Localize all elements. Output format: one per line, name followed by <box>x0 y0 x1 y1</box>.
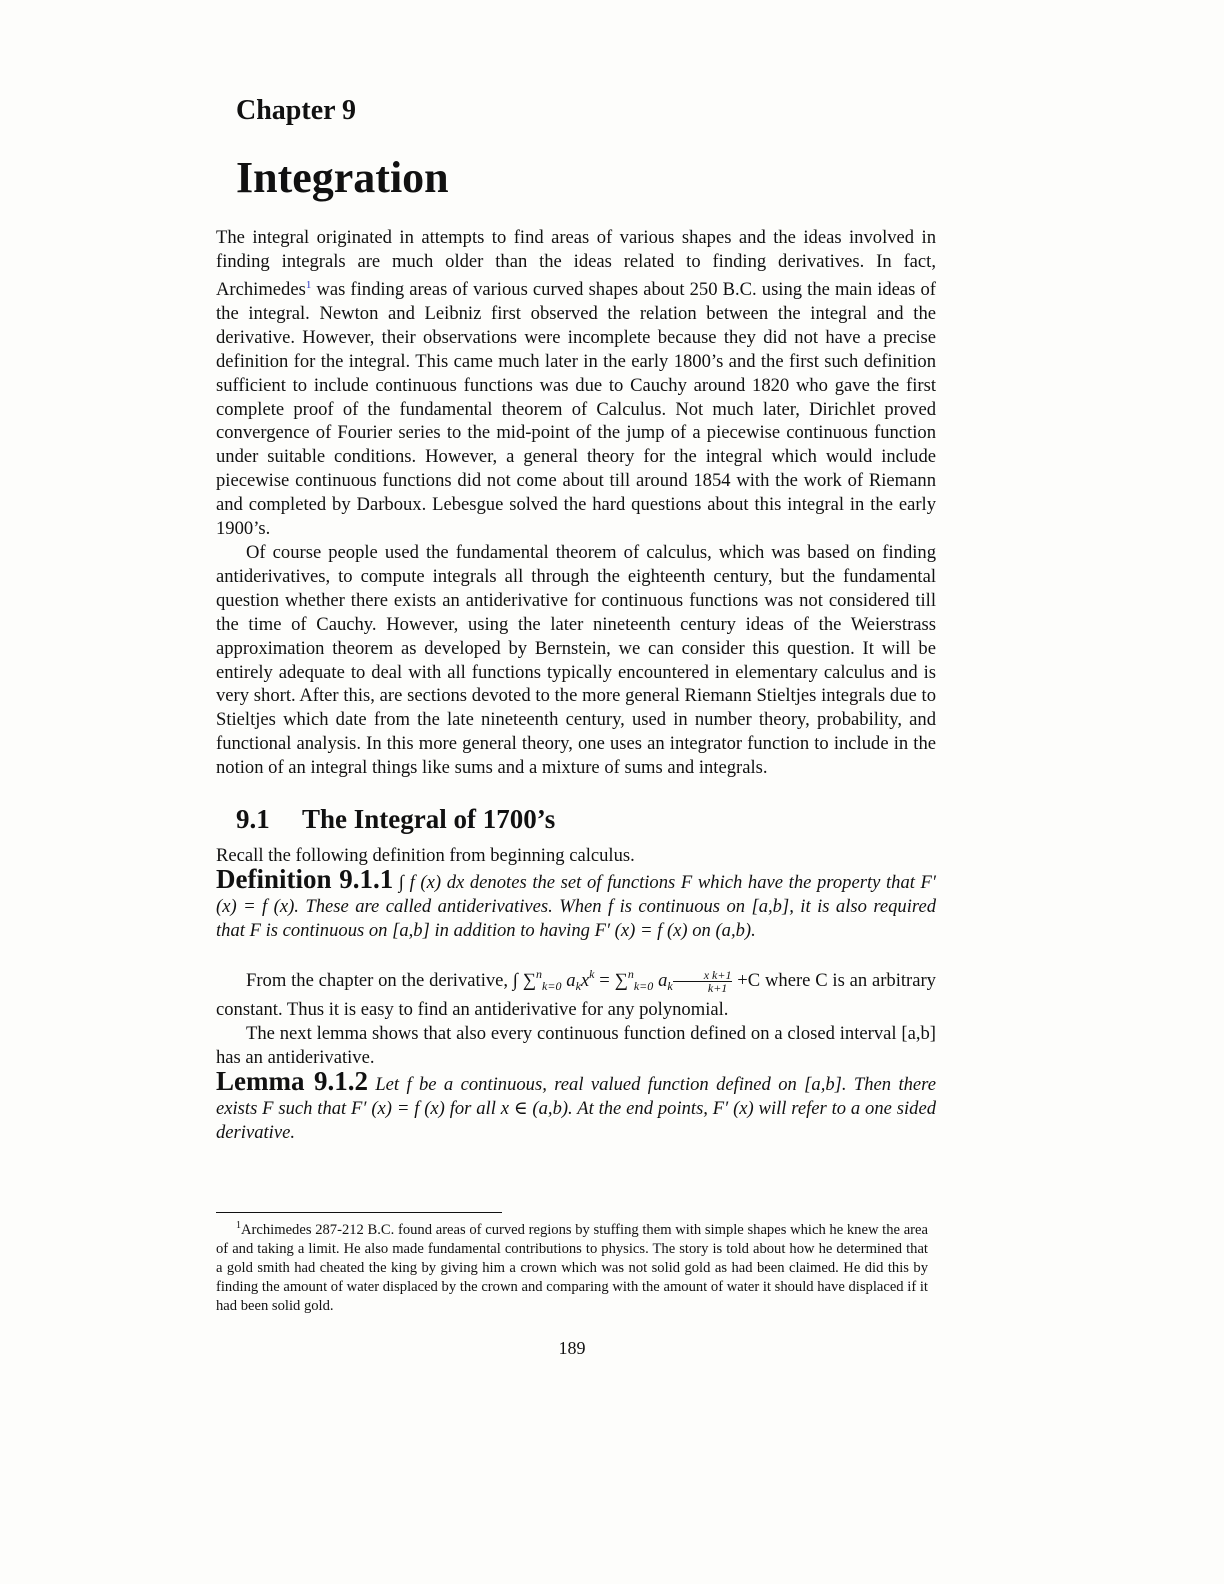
lemma-intro: The next lemma shows that also every continuous function defined on a closed interval [a,b] has an antiderivative. <box>216 1023 936 1069</box>
footnote <box>216 1216 928 1316</box>
section-number: 9.1 <box>236 804 270 835</box>
sum-upper: n <box>536 966 543 981</box>
page-number: 189 <box>558 1338 586 1358</box>
fraction <box>673 969 733 994</box>
footnote-reference[interactable]: 1 <box>305 278 312 291</box>
polynomial-paragraph <box>216 963 936 1023</box>
section-heading <box>236 804 936 835</box>
recall-text: Recall the following definition from beginning calculus. <box>216 844 635 866</box>
chapter-label: Chapter 9 <box>236 95 357 126</box>
body-text <box>216 226 936 1145</box>
term1-x: x <box>580 969 590 991</box>
term1-sup: k <box>589 966 595 981</box>
footnote-text: Archimedes 287-212 B.C. found areas of curved regions by stuffing them with simple shapes which he knew the area of and taking a limit. He also made fundamental contributions to physics. The story is told about how he determined that a gold smith had cheated the king by giving him a crown which was not solid gold as had been claimed. He did this by finding the amount of water displaced by the crown and comparing with the amount of water it should have displaced if it had been solid gold. <box>216 1221 928 1314</box>
intro-text-b: was finding areas of various curved shapes about 250 B.C. using the main ideas of the integral. Newton and Leibniz first observed the relation between the integral and the derivative. However, their observations were incomplete because they did not have a precise definition for the integral. This came much later in the early 1800’s and the first such definition sufficient to include continuous functions was due to Cauchy around 1820 who gave the first complete proof of the fundamental theorem of Calculus. Not much later, Dirichlet proved convergence of Fourier series to the mid-point of the jump of a piecewise continuous function under suitable conditions. However, a general theory for the integral which would include piecewise continuous functions did not come about till around 1854 with the work of Riemann and completed by Darboux. Lebesgue solved the hard questions about this integral in the early 1900’s. <box>216 279 936 540</box>
poly-tail: +C where C is an arbitrary constant. Thus it is easy to find an antiderivative for any polynomial. <box>216 969 936 1021</box>
equals-sum: = ∑ <box>594 969 628 991</box>
lemma-block <box>216 1066 936 1145</box>
sum-upper-2: n <box>627 966 634 981</box>
lemma-label: Lemma 9.1.2 <box>216 1066 368 1097</box>
intro-paragraph-2: Of course people used the fundamental theorem of calculus, which was based on finding antiderivatives, to compute integrals all through the eighteenth century, but the fundamental question whether there exists an antiderivative for continuous functions was not considered till the time of Cauchy. However, using the later nineteenth century ideas of the Weierstrass approximation theorem as developed by Bernstein, we can consider this question. It will be entirely adequate to deal with all functions typically encountered in elementary calculus and is very short. After this, are sections devoted to the more general Riemann Stieltjes integrals due to Stieltjes which date from the late nineteenth century, used in number theory, probability, and functional analysis. In this more general theory, one uses an integrator function to include in the notion of an integral things like sums and a mixture of sums and integrals. <box>216 541 936 779</box>
term1: a <box>561 969 576 991</box>
sum-lower-2: k=0 <box>633 978 654 993</box>
intro-paragraph-1 <box>216 226 936 541</box>
intro-text-a: The integral originated in attempts to find areas of various shapes and the ideas involved in finding integrals are much older than the ideas related to finding derivatives. In fact, Archimedes <box>216 227 936 300</box>
term1-sub: k <box>575 978 581 993</box>
fraction-denominator: k+1 <box>707 980 728 995</box>
definition-label: Definition 9.1.1 <box>216 863 394 894</box>
footnote-rule <box>216 1212 502 1213</box>
term2-sub: k <box>667 978 673 993</box>
sum-lower: k=0 <box>542 978 562 993</box>
section-title: The Integral of 1700’s <box>302 804 556 835</box>
chapter-title: Integration <box>236 153 449 202</box>
term2: a <box>653 969 668 991</box>
definition-text: ∫ f (x) dx denotes the set of functions F which have the property that F′ (x) = f (x). These are called antiderivatives. When f is continuous on [a,b], it is also required that F is continuous on [a,b] in addition to having F′ (x) = f (x) on (a,b). <box>216 871 936 941</box>
fraction-numerator: x k+1 <box>673 969 733 982</box>
lemma-text: Let f be a continuous, real valued function defined on [a,b]. Then there exists F such that F′ (x) = f (x) for all x ∈ (a,b). At the end points, F′ (x) will refer to a one sided derivative. <box>216 1074 936 1143</box>
definition-block <box>216 863 936 943</box>
poly-lead: From the chapter on the derivative, ∫ ∑ <box>246 969 537 991</box>
footnote-mark: 1 <box>236 1220 241 1231</box>
